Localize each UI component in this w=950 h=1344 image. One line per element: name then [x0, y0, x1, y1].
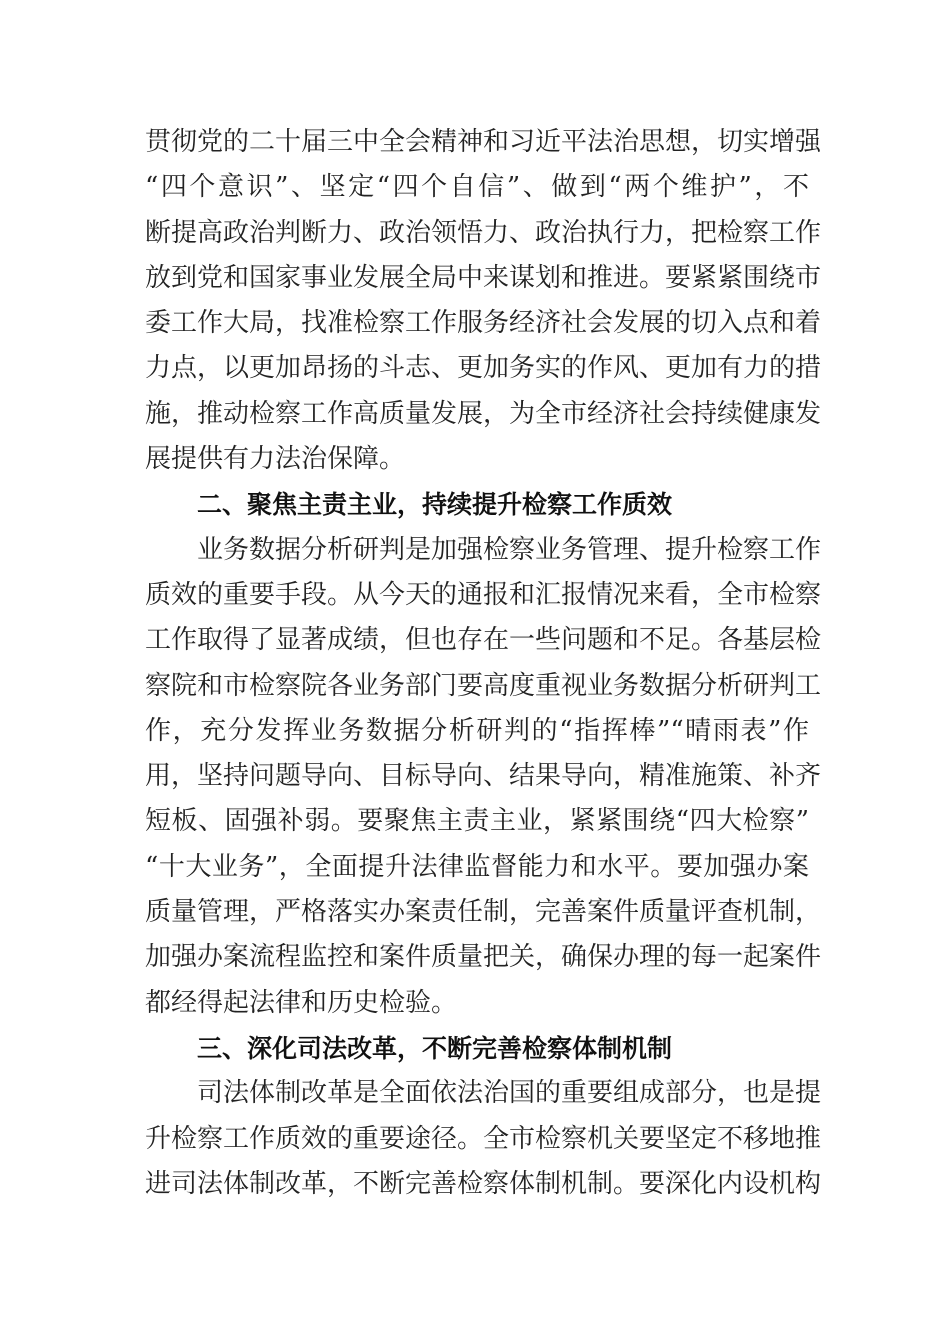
paragraph-section-3 — [145, 1071, 822, 1207]
text-line: 进司法体制改革，不断完善检察体制机制。要深化内设机构 — [145, 1168, 822, 1199]
text-line: 质量管理，严格落实办案责任制，完善案件质量评查机制， — [145, 897, 822, 928]
text-line: “十大业务”，全面提升法律监督能力和水平。要加强办案 — [145, 851, 809, 882]
text-line: 加强办案流程监控和案件质量把关，确保办理的每一起案件 — [145, 942, 822, 973]
text-line: 作，充分发挥业务数据分析研判的“指挥棒”“晴雨表”作 — [145, 715, 809, 746]
section-heading-2: 二、聚焦主责主业，持续提升检察工作质效 — [197, 490, 673, 520]
text-line: “四个意识”、坚定“四个自信”、做到“两个维护”，不 — [145, 172, 809, 203]
paragraph-intro — [145, 120, 822, 482]
text-line: 司法体制改革是全面依法治国的重要组成部分，也是提 — [197, 1078, 822, 1109]
text-line: 工作取得了显著成绩，但也存在一些问题和不足。各基层检 — [145, 625, 822, 656]
text-line: 力点，以更加昂扬的斗志、更加务实的作风、更加有力的措 — [145, 353, 822, 384]
text-line: 都经得起法律和历史检验。 — [145, 987, 458, 1018]
text-line: 展提供有力法治保障。 — [145, 444, 406, 475]
text-line: 断提高政治判断力、政治领悟力、政治执行力，把检察工作 — [145, 217, 822, 248]
document-page — [145, 120, 822, 1207]
text-line: 贯彻党的二十届三中全会精神和习近平法治思想，切实增强 — [145, 127, 822, 157]
text-line: 业务数据分析研判是加强检察业务管理、提升检察工作 — [197, 534, 822, 565]
text-line: 放到党和国家事业发展全局中来谋划和推进。要紧紧围绕市 — [145, 262, 822, 293]
section-heading-3: 三、深化司法改革，不断完善检察体制机制 — [197, 1033, 673, 1063]
paragraph-section-2 — [145, 528, 822, 1026]
text-line: 升检察工作质效的重要途径。全市检察机关要坚定不移地推 — [145, 1123, 822, 1154]
text-line: 委工作大局，找准检察工作服务经济社会发展的切入点和着 — [145, 308, 822, 339]
text-line: 施，推动检察工作高质量发展，为全市经济社会持续健康发 — [145, 398, 822, 429]
text-line: 短板、固强补弱。要聚焦主责主业，紧紧围绕“四大检察” — [145, 806, 809, 837]
text-line: 质效的重要手段。从今天的通报和汇报情况来看，全市检察 — [145, 579, 822, 610]
text-line: 察院和市检察院各业务部门要高度重视业务数据分析研判工 — [145, 670, 822, 701]
text-line: 用，坚持问题导向、目标导向、结果导向，精准施策、补齐 — [145, 761, 822, 792]
